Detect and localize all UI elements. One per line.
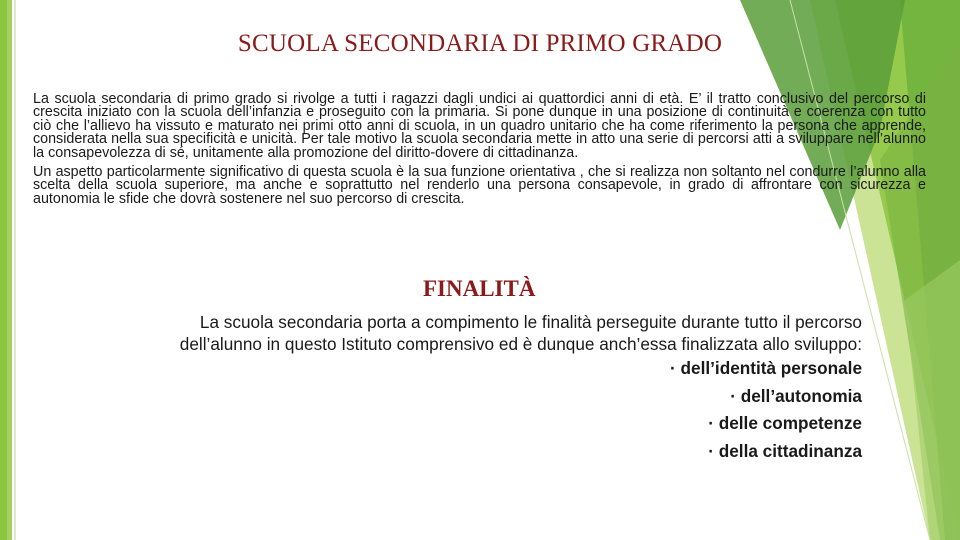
left-stripe-accent bbox=[0, 0, 7, 540]
body-paragraph-1: La scuola secondaria di primo grado si rivolge a tutti i ragazzi dagli undici ai quattordici anni di età. E’ il tratto conclusivo del percorso di crescita iniziato con la scuola dell’infanzia e proseguito con la primaria. Si pone dunque in una posizione di continuità e coerenza con tutto ciò che l’allievo ha vissuto e maturato nei primi otto anni di scuola, in un quadro unitario che ha come riferimento la persona che apprende, considerata nella sua specificità e unicità. Per tale motivo la scuola secondaria mette in atto una serie di percorsi atti a sviluppare nell’alunno la consapevolezza di sé, unitamente alla promozione del diritto-dovere di cittadinanza. bbox=[33, 91, 926, 161]
slide-title: SCUOLA SECONDARIA DI PRIMO GRADO bbox=[237, 30, 723, 57]
finalita-item-autonomia: · dell’autonomia bbox=[730, 385, 862, 406]
body-text bbox=[33, 93, 926, 212]
body-paragraph-2: Un aspetto particolarmente significativo di questa scuola è la sua funzione orientativa , che si realizza non soltanto nel condurre l’alunno alla scelta della scuola superiore, ma anche e soprattutto nel renderlo una persona consapevole, in grado di affrontare con sicurezza e autonomia le sfide che dovrà sostenere nel suo percorso di crescita. bbox=[33, 164, 926, 207]
finalita-intro: La scuola secondaria porta a compimento le finalità perseguite durante tutto il percorso dell’alunno in questo Istituto comprensivo ed è dunque anch’essa finalizzata allo sviluppo: bbox=[179, 312, 862, 354]
finalita-heading: FINALITÀ bbox=[423, 276, 536, 301]
finalita-item-identita: · dell’identità personale bbox=[670, 358, 862, 378]
finalita-item-competenze: · delle competenze bbox=[708, 413, 862, 433]
finalita-block bbox=[168, 311, 862, 465]
finalita-list bbox=[168, 355, 862, 465]
finalita-item-cittadinanza: · della cittadinanza bbox=[708, 440, 862, 461]
